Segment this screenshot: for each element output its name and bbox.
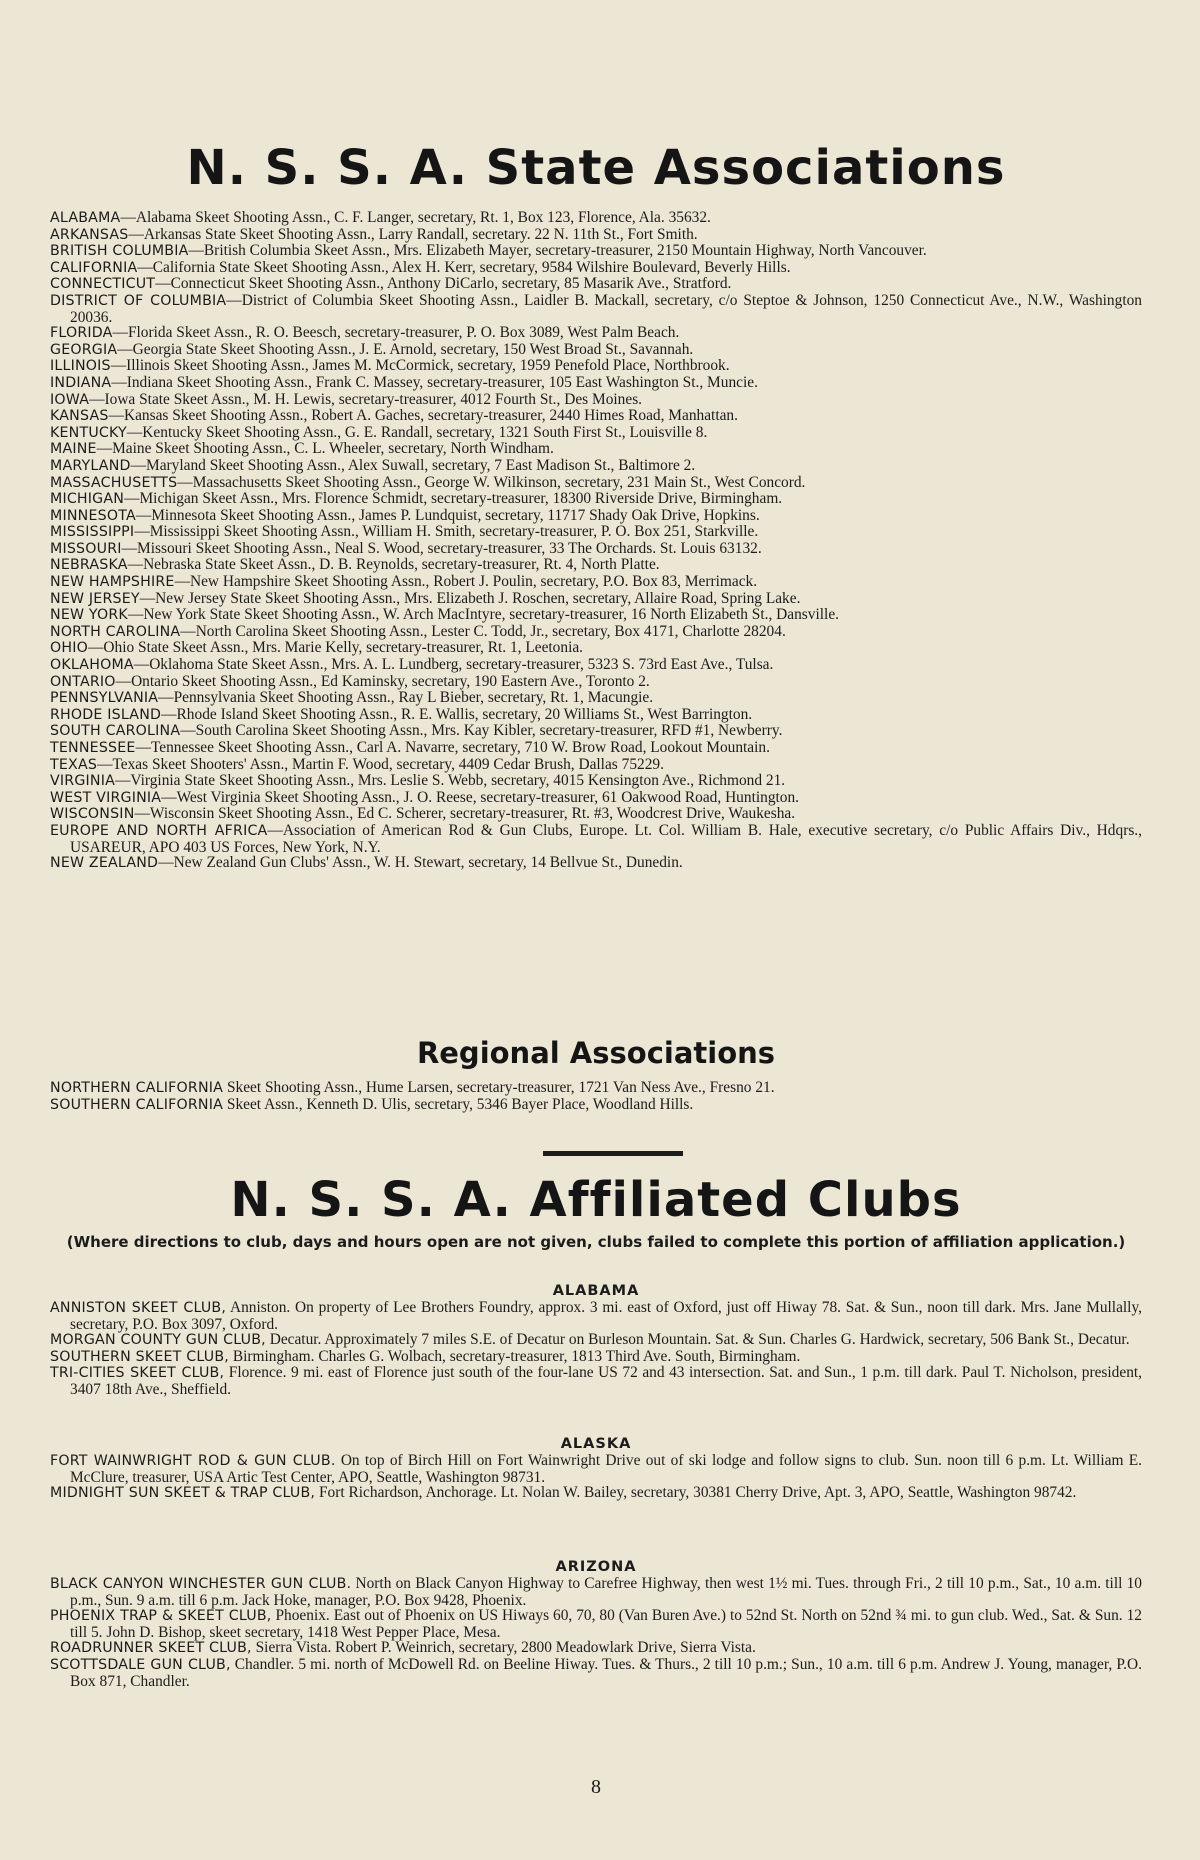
entry-name: NEW ZEALAND	[50, 855, 159, 872]
entry	[50, 1080, 1142, 1097]
entry: KENTUCKY—Kentucky Skeet Shooting Assn., G. E. Randall, secretary, 1321 South First St., Louisville 8.	[50, 423, 708, 441]
entry	[50, 1332, 1142, 1349]
entry-name: ILLINOIS	[50, 358, 111, 375]
entry: TEXAS—Texas Skeet Shooters' Assn., Martin F. Wood, secretary, 4409 Cedar Brush, Dallas 75229.	[50, 755, 664, 773]
entry: ILLINOIS—Illinois Skeet Shooting Assn., James M. McCormick, secretary, 1959 Penefold Place, Northbrook.	[50, 357, 730, 375]
entry: MISSOURI—Missouri Skeet Shooting Assn., Neal S. Wood, secretary-treasurer, 33 The Orchards. St. Louis 63132.	[50, 539, 762, 557]
entry-text: Decatur. Approximately 7 miles S.E. of Decatur on Burleson Mountain. Sat. & Sun. Charles G. Hardwick, secretary, 506 Bank St., Decatur.	[269, 1331, 1130, 1349]
entry-text: Connecticut Skeet Shooting Assn., Anthony DiCarlo, secretary, 85 Masarik Ave., Stratford.	[170, 275, 732, 293]
entry	[50, 1453, 1142, 1485]
entry-text: North on Black Canyon Highway to Carefree Highway, then west 1½ mi. Tues. through Fri., 2 till 10 p.m., Sat., 10 a.m. till 10 p.m., Sun. 9 a.m. till 6 p.m. Jack Hoke, manager, P.O. Box 9428, Phoenix.	[70, 1575, 1142, 1609]
entry: CALIFORNIA—California State Skeet Shooting Assn., Alex H. Kerr, secretary, 9584 Wilshire Boulevard, Beverly Hills.	[50, 258, 791, 276]
entry-name: MASSACHUSETTS	[50, 474, 178, 491]
entry-name: TEXAS	[50, 756, 98, 773]
entry-name: OKLAHOMA	[50, 657, 134, 674]
entry-name: NEW YORK	[50, 607, 128, 624]
entry: IOWA—Iowa State Skeet Assn., M. H. Lewis, secretary-treasurer, 4012 Fourth St., Des Moines.	[50, 390, 643, 408]
entry: RHODE ISLAND—Rhode Island Skeet Shooting Assn., R. E. Wallis, secretary, 20 Williams St., West Barrington.	[50, 705, 753, 723]
entry-name: SOUTHERN CALIFORNIA	[50, 1096, 224, 1113]
entry: FLORIDA—Florida Skeet Assn., R. O. Beesch, secretary-treasurer, P. O. Box 3089, West Palm Beach.	[50, 324, 680, 342]
entry-name: ARKANSAS	[50, 226, 129, 243]
entry	[50, 1365, 1142, 1397]
entry-name: CONNECTICUT	[50, 276, 156, 293]
entry-text: Georgia State Skeet Shooting Assn., J. E. Arnold, secretary, 150 West Broad St., Savannah.	[132, 340, 694, 358]
entry-text: New Hampshire Skeet Shooting Assn., Robert J. Poulin, secretary, P.O. Box 83, Merrimack.	[189, 573, 758, 591]
entry: INDIANA—Indiana Skeet Shooting Assn., Frank C. Massey, secretary-treasurer, 105 East Washington St., Muncie.	[50, 373, 758, 391]
entry-text: Association of American Rod & Gun Clubs, Europe. Lt. Col. William B. Hale, executive secretary, c/o Public Affairs Div., Hdqrs., USAREUR, APO 403 US Forces, New York, N.Y.	[70, 821, 1142, 856]
entry: OKLAHOMA—Oklahoma State Skeet Assn., Mrs. A. L. Lundberg, secretary-treasurer, 5323 S. 73rd East Ave., Tulsa.	[50, 656, 774, 674]
club-list-arizona	[50, 1576, 1142, 1689]
entry-text: Pennsylvania Skeet Shooting Assn., Ray L Bieber, secretary, Rt. 1, Macungie.	[173, 689, 654, 707]
entry-name: ALABAMA	[50, 210, 121, 226]
entry-name: OHIO	[50, 640, 88, 657]
entry: MINNESOTA—Minnesota Skeet Shooting Assn., James P. Lundquist, secretary, 11717 Shady Oak Drive, Hopkins.	[50, 506, 760, 524]
entry: PENNSYLVANIA—Pennsylvania Skeet Shooting Assn., Ray L Bieber, secretary, Rt. 1, Macungie.	[50, 689, 654, 707]
entry-name: NORTHERN CALIFORNIA	[50, 1080, 224, 1096]
entry-text: New Zealand Gun Clubs' Assn., W. H. Stewart, secretary, 14 Bellvue St., Dunedin.	[173, 854, 683, 872]
entry: BRITISH COLUMBIA—British Columbia Skeet Assn., Mrs. Elizabeth Mayer, secretary-treasurer, 2150 Mountain Highway, North Vancouver.	[50, 242, 927, 260]
entry-name: WEST VIRGINIA	[50, 789, 162, 806]
entry-text: Massachusetts Skeet Shooting Assn., George W. Wilkinson, secretary, 231 Main St., West Concord.	[192, 473, 806, 491]
entry-name: ROADRUNNER SKEET CLUB,	[50, 1640, 252, 1657]
entry-text: Michigan Skeet Assn., Mrs. Florence Schmidt, secretary-treasurer, 18300 Riverside Drive, Birmingham.	[139, 490, 783, 508]
entry-text: Fort Richardson, Anchorage. Lt. Nolan W. Bailey, secretary, 30381 Cherry Drive, Apt. 3, APO, Seattle, Washington 98742.	[319, 1484, 1077, 1502]
entry-name: PHOENIX TRAP & SKEET CLUB,	[50, 1608, 272, 1625]
entry-text: Chandler. 5 mi. north of McDowell Rd. on Beeline Hiway. Tues. & Thurs., 2 till 10 p.m.; Sun., 10 a.m. till 6 p.m. Andrew J. Young, manager, P.O. Box 871, Chandler.	[70, 1655, 1142, 1690]
club-state-heading: ARIZONA	[555, 1559, 637, 1575]
entry-name: MINNESOTA	[50, 507, 136, 524]
entry-name: MISSOURI	[50, 540, 122, 557]
entry-text: Rhode Island Skeet Shooting Assn., R. E. Wallis, secretary, 20 Williams St., West Barrington.	[176, 705, 753, 723]
entry: NEBRASKA—Nebraska State Skeet Assn., D. B. Reynolds, secretary-treasurer, Rt. 4, North Platte.	[50, 556, 660, 574]
entry: MICHIGAN—Michigan Skeet Assn., Mrs. Florence Schmidt, secretary-treasurer, 18300 Riverside Drive, Birmingham.	[50, 490, 783, 508]
entry-text: Alabama Skeet Shooting Assn., C. F. Langer, secretary, Rt. 1, Box 123, Florence, Ala. 35632.	[135, 209, 711, 226]
entry-text: Florence. 9 mi. east of Florence just south of the four-lane US 72 and 43 intersection. Sat. and Sun., 1 p.m. till dark. Paul T. Nicholson, president, 3407 18th Ave., Sheffield.	[70, 1364, 1143, 1398]
entry-text: Kentucky Skeet Shooting Assn., G. E. Randall, secretary, 1321 South First St., Louisville 8.	[142, 423, 708, 441]
entry: SOUTH CAROLINA—South Carolina Skeet Shooting Assn., Mrs. Kay Kibler, secretary-treasurer, RFD #1, Newberry.	[50, 722, 783, 740]
entry-name: BLACK CANYON WINCHESTER GUN CLUB.	[50, 1576, 352, 1592]
entry: NEW HAMPSHIRE—New Hampshire Skeet Shooting Assn., Robert J. Poulin, secretary, P.O. Box 83, Merrimack.	[50, 573, 758, 591]
page-title: N. S. S. A. State Associations	[186, 140, 1006, 196]
entry-text: South Carolina Skeet Shooting Assn., Mrs. Kay Kibler, secretary-treasurer, RFD #1, Newberry.	[195, 722, 783, 740]
entry: KANSAS—Kansas Skeet Shooting Assn., Robert A. Gaches, secretary-treasurer, 2440 Himes Road, Manhattan.	[50, 407, 738, 425]
entry-name: NEW JERSEY	[50, 590, 140, 607]
entry-name: VIRGINIA	[50, 773, 116, 790]
clubs-title: N. S. S. A. Affiliated Clubs	[230, 1172, 962, 1228]
club-state-heading: ALABAMA	[552, 1283, 640, 1299]
entry-text: Arkansas State Skeet Shooting Assn., Larry Randall, secretary. 22 N. 11th St., Fort Smith.	[143, 225, 698, 243]
entry	[50, 1300, 1142, 1332]
entry-text: New York State Skeet Shooting Assn., W. Arch MacIntyre, secretary-treasurer, 16 North Elizabeth St., Dansville.	[143, 606, 839, 624]
entry	[50, 1640, 1142, 1657]
entry-text: Phoenix. East out of Phoenix on US Hiways 60, 70, 80 (Van Buren Ave.) to 52nd St. North on 52nd ¾ mi. to gun club. Wed., Sat. & Sun. 12 till 5. John D. Bishop, skeet secretary, 1418 West Pepper Place, Mesa.	[70, 1607, 1142, 1641]
entry	[50, 1097, 1142, 1114]
entry: OHIO—Ohio State Skeet Assn., Mrs. Marie Kelly, secretary-treasurer, Rt. 1, Leetonia.	[50, 639, 584, 657]
club-state-heading: ALASKA	[560, 1436, 632, 1452]
entry: NEW ZEALAND—New Zealand Gun Clubs' Assn., W. H. Stewart, secretary, 14 Bellvue St., Dunedin.	[50, 854, 683, 872]
entry-text: Missouri Skeet Shooting Assn., Neal S. Wood, secretary-treasurer, 33 The Orchards. St. Louis 63132.	[137, 539, 762, 557]
entry: NORTH CAROLINA—North Carolina Skeet Shooting Assn., Lester C. Todd, Jr., secretary, Box 4171, Charlotte 28204.	[50, 622, 786, 640]
entry-name: NEW HAMPSHIRE	[50, 574, 175, 591]
entry: ALABAMA—Alabama Skeet Shooting Assn., C. F. Langer, secretary, Rt. 1, Box 123, Florence, Ala. 35632.	[50, 209, 711, 226]
entry-text: Wisconsin Skeet Shooting Assn., Ed C. Scherer, secretary-treasurer, Rt. #3, Woodcrest Drive, Waukesha.	[149, 805, 796, 823]
entry-text: Tennessee Skeet Shooting Assn., Carl A. Navarre, secretary, 710 W. Brow Road, Lookout Mountain.	[150, 739, 770, 756]
entry-text: West Virginia Skeet Shooting Assn., J. O. Reese, secretary-treasurer, 61 Oakwood Road, Huntington.	[176, 788, 800, 806]
entry-name: WISCONSIN	[50, 806, 135, 823]
entry-text: District of Columbia Skeet Shooting Assn., Laidler B. Mackall, secretary, c/o Steptoe & Johnson, 1250 Connecticut Ave., N.W., Washington 20036.	[70, 291, 1142, 326]
entry: ARKANSAS—Arkansas State Skeet Shooting Assn., Larry Randall, secretary. 22 N. 11th St., Fort Smith.	[50, 225, 698, 243]
entry-name: TRI-CITIES SKEET CLUB,	[50, 1365, 225, 1382]
regional-title: Regional Associations	[416, 1036, 776, 1070]
entry-name: MARYLAND	[50, 457, 131, 474]
entry-text: Minnesota Skeet Shooting Assn., James P. Lundquist, secretary, 11717 Shady Oak Drive, Hopkins.	[151, 506, 760, 524]
club-list-alaska	[50, 1453, 1142, 1502]
entry-name: ONTARIO	[50, 673, 116, 690]
entry: EUROPE AND NORTH AFRICA—Association of American Rod & Gun Clubs, Europe. Lt. Col. William B. Hale, executive secretary, c/o Public Affairs Div., Hdqrs., USAREUR, APO 403 US Forces, New York, N.Y.	[50, 821, 1142, 856]
entry: MASSACHUSETTS—Massachusetts Skeet Shooting Assn., George W. Wilkinson, secretary, 231 Main St., West Concord.	[50, 473, 806, 491]
entry-name: SOUTHERN SKEET CLUB,	[50, 1348, 229, 1365]
entry-name: IOWA	[50, 391, 90, 408]
entry-name: NEBRASKA	[50, 557, 128, 574]
entry: WISCONSIN—Wisconsin Skeet Shooting Assn., Ed C. Scherer, secretary-treasurer, Rt. #3, Woodcrest Drive, Waukesha.	[50, 805, 796, 823]
entry: DISTRICT OF COLUMBIA—District of Columbia Skeet Shooting Assn., Laidler B. Mackall, secretary, c/o Steptoe & Johnson, 1250 Connecticut Ave., N.W., Washington 20036.	[50, 291, 1142, 326]
entry-text: New Jersey State Skeet Shooting Assn., Mrs. Elizabeth J. Roschen, secretary, Allaire Road, Spring Lake.	[155, 589, 801, 607]
entry-name: KANSAS	[50, 408, 109, 425]
entry-name: MAINE	[50, 441, 97, 458]
entry-name: NORTH CAROLINA	[50, 623, 181, 640]
entry: TENNESSEE—Tennessee Skeet Shooting Assn., Carl A. Navarre, secretary, 710 W. Brow Road, Lookout Mountain.	[50, 739, 770, 756]
entry: CONNECTICUT—Connecticut Skeet Shooting Assn., Anthony DiCarlo, secretary, 85 Masarik Ave., Stratford.	[50, 275, 732, 293]
entry-name: FORT WAINWRIGHT ROD & GUN CLUB.	[50, 1453, 336, 1469]
entry-text: Ontario Skeet Shooting Assn., Ed Kaminsky, secretary, 190 Eastern Ave., Toronto 2.	[131, 672, 650, 690]
section-divider	[543, 1151, 683, 1156]
club-list-alabama	[50, 1300, 1142, 1398]
entry-text: On top of Birch Hill on Fort Wainwright Drive out of ski lodge and follow signs to club. Sun. noon till 6 p.m. Lt. William E. McClure, treasurer, USA Artic Test Center, APO, Seattle, Washington 98731.	[70, 1452, 1142, 1486]
page-number: 8	[591, 1776, 601, 1798]
entry-text: Maryland Skeet Shooting Assn., Alex Suwall, secretary, 7 East Madison St., Baltimore 2.	[146, 456, 696, 474]
entry-text: Skeet Shooting Assn., Hume Larsen, secretary-treasurer, 1721 Van Ness Ave., Fresno 21.	[226, 1079, 775, 1096]
entry-name: CALIFORNIA	[50, 259, 138, 276]
entry-name: SOUTH CAROLINA	[50, 723, 181, 740]
entry-name: SCOTTSDALE GUN CLUB,	[50, 1656, 231, 1673]
entry-text: Skeet Assn., Kenneth D. Ulis, secretary, 5346 Bayer Place, Woodland Hills.	[226, 1095, 694, 1113]
entry-name: DISTRICT OF COLUMBIA	[50, 292, 227, 309]
entry-name: FLORIDA	[50, 325, 113, 342]
entry-name: TENNESSEE	[50, 740, 136, 756]
entry-name: MIDNIGHT SUN SKEET & TRAP CLUB,	[50, 1485, 316, 1502]
entry-text: Anniston. On property of Lee Brothers Foundry, approx. 3 mi. east of Oxford, just off Hiway 78. Sat. & Sun., noon till dark. Mrs. Jane Mullally, secretary, P.O. Box 3097, Oxford.	[70, 1299, 1142, 1333]
state-associations-list	[50, 210, 1142, 872]
entry-text: California State Skeet Shooting Assn., Alex H. Kerr, secretary, 9584 Wilshire Boulevard, Beverly Hills.	[152, 258, 791, 276]
entry-name: RHODE ISLAND	[50, 706, 162, 723]
entry-text: British Columbia Skeet Assn., Mrs. Elizabeth Mayer, secretary-treasurer, 2150 Mountain Highway, North Vancouver.	[203, 242, 927, 260]
entry: MARYLAND—Maryland Skeet Shooting Assn., Alex Suwall, secretary, 7 East Madison St., Baltimore 2.	[50, 456, 696, 474]
entry-name: KENTUCKY	[50, 424, 127, 441]
entry-name: MICHIGAN	[50, 491, 125, 508]
entry-text: Birmingham. Charles G. Wolbach, secretary-treasurer, 1813 Third Ave. South, Birmingham.	[232, 1347, 801, 1365]
entry-text: Illinois Skeet Shooting Assn., James M. McCormick, secretary, 1959 Penefold Place, Northbrook.	[126, 357, 730, 375]
entry-text: Maine Skeet Shooting Assn., C. L. Wheeler, secretary, North Windham.	[112, 440, 554, 458]
entry-name: GEORGIA	[50, 341, 118, 358]
entry-text: Nebraska State Skeet Assn., D. B. Reynolds, secretary-treasurer, Rt. 4, North Platte.	[143, 556, 660, 574]
entry-text: Texas Skeet Shooters' Assn., Martin F. Wood, secretary, 4409 Cedar Brush, Dallas 75229.	[112, 755, 664, 773]
entry: VIRGINIA—Virginia State Skeet Shooting Assn., Mrs. Leslie S. Webb, secretary, 4015 Kensington Ave., Richmond 21.	[50, 772, 786, 790]
entry-name: ANNISTON SKEET CLUB,	[50, 1300, 227, 1316]
entry	[50, 1576, 1142, 1608]
entry-text: Iowa State Skeet Assn., M. H. Lewis, secretary-treasurer, 4012 Fourth St., Des Moines.	[104, 390, 643, 408]
entry-name: EUROPE AND NORTH AFRICA	[50, 822, 268, 839]
entry: NEW YORK—New York State Skeet Shooting Assn., W. Arch MacIntyre, secretary-treasurer, 16 North Elizabeth St., Dansville.	[50, 606, 839, 624]
entry-name: INDIANA	[50, 374, 112, 391]
entry	[50, 1349, 1142, 1366]
entry: MAINE—Maine Skeet Shooting Assn., C. L. Wheeler, secretary, North Windham.	[50, 440, 554, 458]
entry-text: Mississippi Skeet Shooting Assn., William H. Smith, secretary-treasurer, P. O. Box 251, Starkville.	[149, 523, 759, 541]
entry-text: Sierra Vista. Robert P. Weinrich, secretary, 2800 Meadowlark Drive, Sierra Vista.	[255, 1639, 756, 1657]
entry: ONTARIO—Ontario Skeet Shooting Assn., Ed Kaminsky, secretary, 190 Eastern Ave., Toronto 2.	[50, 672, 650, 690]
entry-name: MISSISSIPPI	[50, 524, 135, 541]
entry-text: Virginia State Skeet Shooting Assn., Mrs. Leslie S. Webb, secretary, 4015 Kensington Ave., Richmond 21.	[130, 772, 786, 790]
entry	[50, 1608, 1142, 1640]
entry: NEW JERSEY—New Jersey State Skeet Shooting Assn., Mrs. Elizabeth J. Roschen, secretary, Allaire Road, Spring Lake.	[50, 589, 801, 607]
regional-associations-list	[50, 1080, 1142, 1113]
entry-name: BRITISH COLUMBIA	[50, 243, 189, 260]
entry-text: North Carolina Skeet Shooting Assn., Lester C. Todd, Jr., secretary, Box 4171, Charlotte 28204.	[195, 622, 786, 640]
entry-text: Oklahoma State Skeet Assn., Mrs. A. L. Lundberg, secretary-treasurer, 5323 S. 73rd East Ave., Tulsa.	[149, 656, 774, 674]
entry: WEST VIRGINIA—West Virginia Skeet Shooting Assn., J. O. Reese, secretary-treasurer, 61 Oakwood Road, Huntington.	[50, 788, 800, 806]
entry-name: MORGAN COUNTY GUN CLUB,	[50, 1332, 266, 1349]
entry: MISSISSIPPI—Mississippi Skeet Shooting Assn., William H. Smith, secretary-treasurer, P. O. Box 251, Starkville.	[50, 523, 759, 541]
entry	[50, 1485, 1142, 1502]
entry: GEORGIA—Georgia State Skeet Shooting Assn., J. E. Arnold, secretary, 150 West Broad St., Savannah.	[50, 340, 694, 358]
entry-text: Florida Skeet Assn., R. O. Beesch, secretary-treasurer, P. O. Box 3089, West Palm Beach.	[127, 324, 680, 342]
entry-text: Indiana Skeet Shooting Assn., Frank C. Massey, secretary-treasurer, 105 East Washington St., Muncie.	[126, 373, 758, 391]
entry-name: PENNSYLVANIA	[50, 690, 159, 707]
clubs-note: (Where directions to club, days and hours open are not given, clubs failed to complete this portion of affiliation application.)	[66, 1233, 1126, 1251]
entry-text: Ohio State Skeet Assn., Mrs. Marie Kelly, secretary-treasurer, Rt. 1, Leetonia.	[103, 639, 584, 657]
entry	[50, 1657, 1142, 1689]
entry-text: Kansas Skeet Shooting Assn., Robert A. Gaches, secretary-treasurer, 2440 Himes Road, Manhattan.	[123, 407, 738, 425]
